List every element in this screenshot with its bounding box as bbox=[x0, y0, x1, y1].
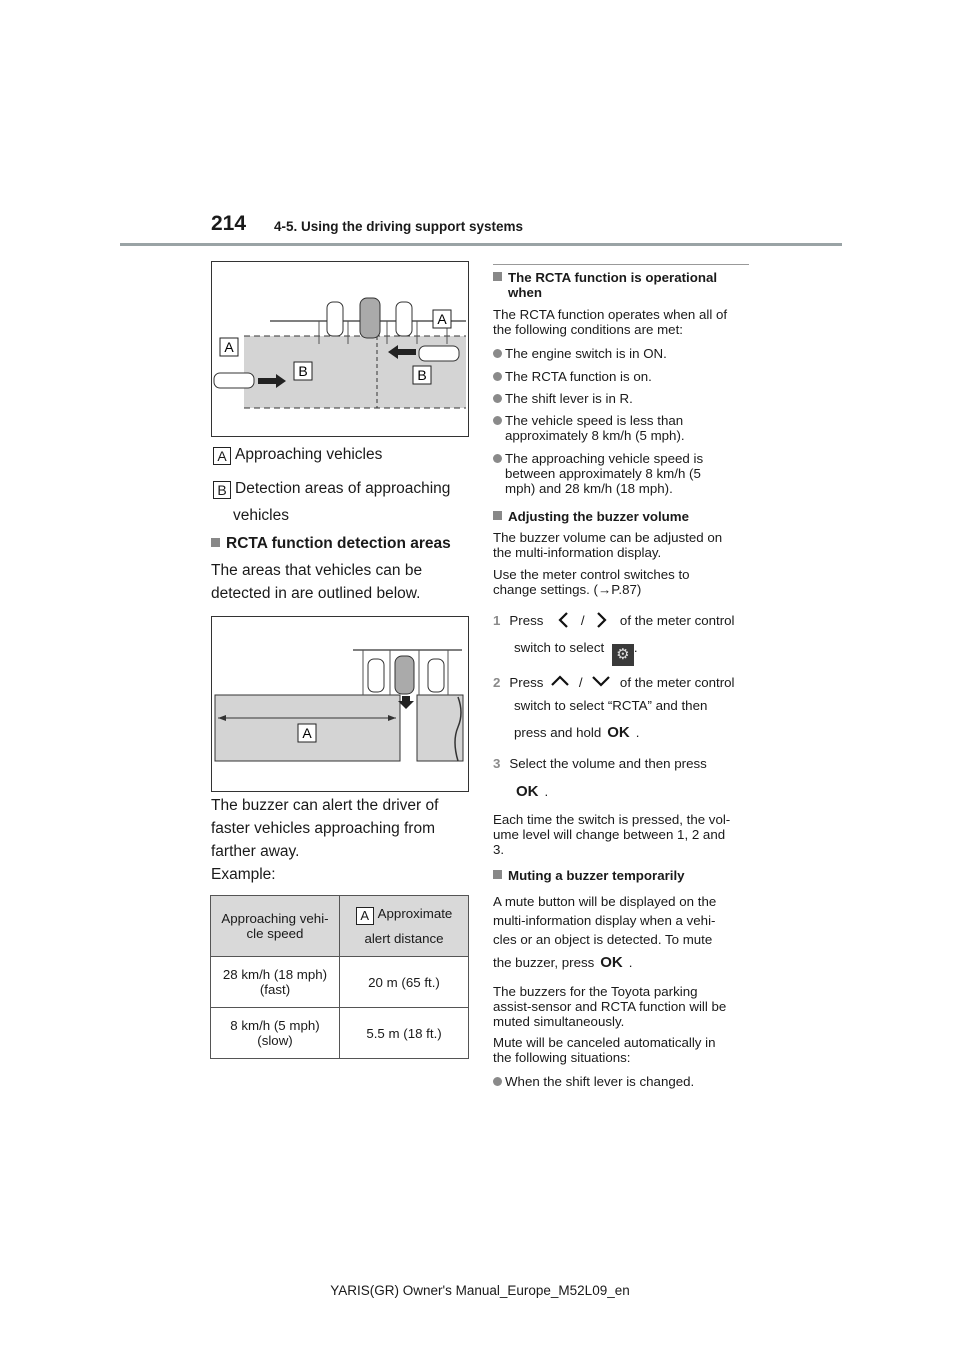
legend-a-letter: A bbox=[213, 447, 231, 465]
parked-car-icon bbox=[396, 302, 412, 336]
section-title: 4-5. Using the driving support systems bbox=[274, 219, 524, 234]
list-item: The shift lever is in R. bbox=[493, 391, 749, 406]
callout-a-label: A bbox=[224, 339, 234, 355]
table-cell-distance: 5.5 m (18 ft.) bbox=[340, 1008, 469, 1059]
table-row bbox=[211, 957, 469, 1008]
ok-icon: OK bbox=[600, 954, 623, 971]
ok-icon: OK bbox=[607, 724, 630, 741]
chevron-down-icon bbox=[592, 675, 610, 687]
gear-icon: ⚙ bbox=[612, 644, 634, 666]
buzzer-volume-heading: Adjusting the buzzer volume bbox=[493, 509, 749, 524]
rcta-detection-diagram bbox=[211, 261, 469, 437]
approaching-car-left-icon bbox=[214, 373, 254, 388]
bullet-icon bbox=[493, 416, 502, 425]
step-3-cont: OK . bbox=[516, 783, 549, 800]
list-item: The approaching vehicle speed is between approximately 8 km/h (5 mph) and 28 km/h (18 mph). bbox=[493, 451, 749, 496]
bullet-icon bbox=[493, 372, 502, 381]
step-2: 2 Press / of the meter control bbox=[493, 675, 735, 690]
chevron-left-icon bbox=[557, 612, 571, 628]
heading-square-icon bbox=[493, 870, 502, 879]
table-row bbox=[211, 1008, 469, 1059]
buzzer-para: The buzzer can alert the driver of faster vehicles approaching from farther away. bbox=[211, 797, 439, 860]
ok-icon: OK bbox=[516, 783, 539, 800]
table-cell-speed: 28 km/h (18 mph) (fast) bbox=[211, 957, 340, 1008]
detection-areas-para: The areas that vehicles can be detected in are outlined below. bbox=[211, 562, 423, 602]
table-cell-speed: 8 km/h (5 mph) (slow) bbox=[211, 1008, 340, 1059]
list-item: When the shift lever is changed. bbox=[493, 1074, 749, 1089]
mute-para: A mute button will be displayed on the multi-information display when a vehi- cles or an object is detected. To mute the buzzer, press OK . bbox=[493, 894, 717, 971]
operational-intro: The RCTA function operates when all of the following conditions are met: bbox=[493, 307, 728, 337]
heading-square-icon bbox=[493, 511, 502, 520]
table-cell-distance: 20 m (65 ft.) bbox=[340, 957, 469, 1008]
mute-cancel-para: Mute will be canceled automatically in the following situations: bbox=[493, 1035, 716, 1065]
legend-b bbox=[213, 480, 450, 499]
bullet-icon bbox=[493, 1077, 502, 1086]
chevron-right-icon bbox=[594, 612, 608, 628]
example-label: Example: bbox=[211, 866, 276, 883]
page-number: 214 bbox=[211, 212, 247, 235]
step-2-cont2: press and hold OK . bbox=[514, 724, 640, 741]
callout-b-label: B bbox=[417, 367, 427, 383]
mute-heading: Muting a buzzer temporarily bbox=[493, 868, 749, 883]
chevron-up-icon bbox=[551, 675, 569, 687]
heading-square-icon bbox=[493, 272, 502, 281]
step-1: 1 Press / of the meter control bbox=[493, 613, 735, 628]
legend-a-text: Approaching vehicles bbox=[235, 446, 383, 463]
step-1-cont: switch to select ⚙ . bbox=[514, 640, 770, 666]
table-header-speed: Approaching vehi- cle speed bbox=[211, 896, 340, 957]
parking-lot-illustration bbox=[212, 262, 468, 436]
callout-b-label: B bbox=[298, 363, 308, 379]
volume-level-para: Each time the switch is pressed, the vol- ume level will change between 1, 2 and 3. bbox=[493, 812, 731, 857]
buzzer-volume-para: The buzzer volume can be adjusted on the multi-information display. bbox=[493, 530, 723, 560]
callout-a-label: A bbox=[437, 311, 447, 327]
table-header-letter: A bbox=[356, 907, 374, 925]
alert-distance-table bbox=[210, 895, 469, 1059]
heading-square-icon bbox=[211, 538, 220, 547]
legend-b-text: Detection areas of approaching bbox=[235, 480, 451, 497]
alert-distance-diagram bbox=[211, 616, 469, 792]
own-car-icon bbox=[395, 656, 414, 694]
meter-switch-para: Use the meter control switches to change settings. (→P.87) bbox=[493, 567, 690, 597]
list-item: The vehicle speed is less than approximately 8 km/h (5 mph). bbox=[493, 413, 749, 443]
right-rule bbox=[493, 264, 749, 265]
mute-simultaneous-para: The buzzers for the Toyota parking assist-sensor and RCTA function will be muted simultaneously. bbox=[493, 984, 727, 1029]
legend-a bbox=[213, 446, 382, 465]
callout-a-label: A bbox=[302, 725, 312, 741]
step-2-cont: switch to select “RCTA” and then bbox=[514, 698, 708, 713]
parked-car-icon bbox=[428, 659, 444, 692]
header-rule bbox=[120, 243, 842, 246]
legend-b-letter: B bbox=[213, 481, 231, 499]
parked-car-icon bbox=[368, 659, 384, 692]
own-car-icon bbox=[360, 298, 380, 338]
parked-car-icon bbox=[327, 302, 343, 336]
approaching-car-right-icon bbox=[419, 346, 459, 361]
operational-heading: The RCTA function is operational when bbox=[493, 270, 749, 300]
alert-distance-illustration bbox=[212, 617, 468, 791]
table-header-distance: A Approximate alert distance bbox=[340, 896, 469, 957]
table-header-row bbox=[211, 896, 469, 957]
list-item: The engine switch is in ON. bbox=[493, 346, 749, 361]
bullet-icon bbox=[493, 454, 502, 463]
list-item: The RCTA function is on. bbox=[493, 369, 749, 384]
bullet-icon bbox=[493, 394, 502, 403]
legend-b-text-cont: vehicles bbox=[233, 507, 289, 524]
footer-manual-id: YARIS(GR) Owner's Manual_Europe_M52L09_en bbox=[330, 1283, 630, 1298]
detection-areas-heading: RCTA function detection areas bbox=[211, 532, 451, 555]
bullet-icon bbox=[493, 349, 502, 358]
step-3: 3 Select the volume and then press bbox=[493, 756, 707, 771]
